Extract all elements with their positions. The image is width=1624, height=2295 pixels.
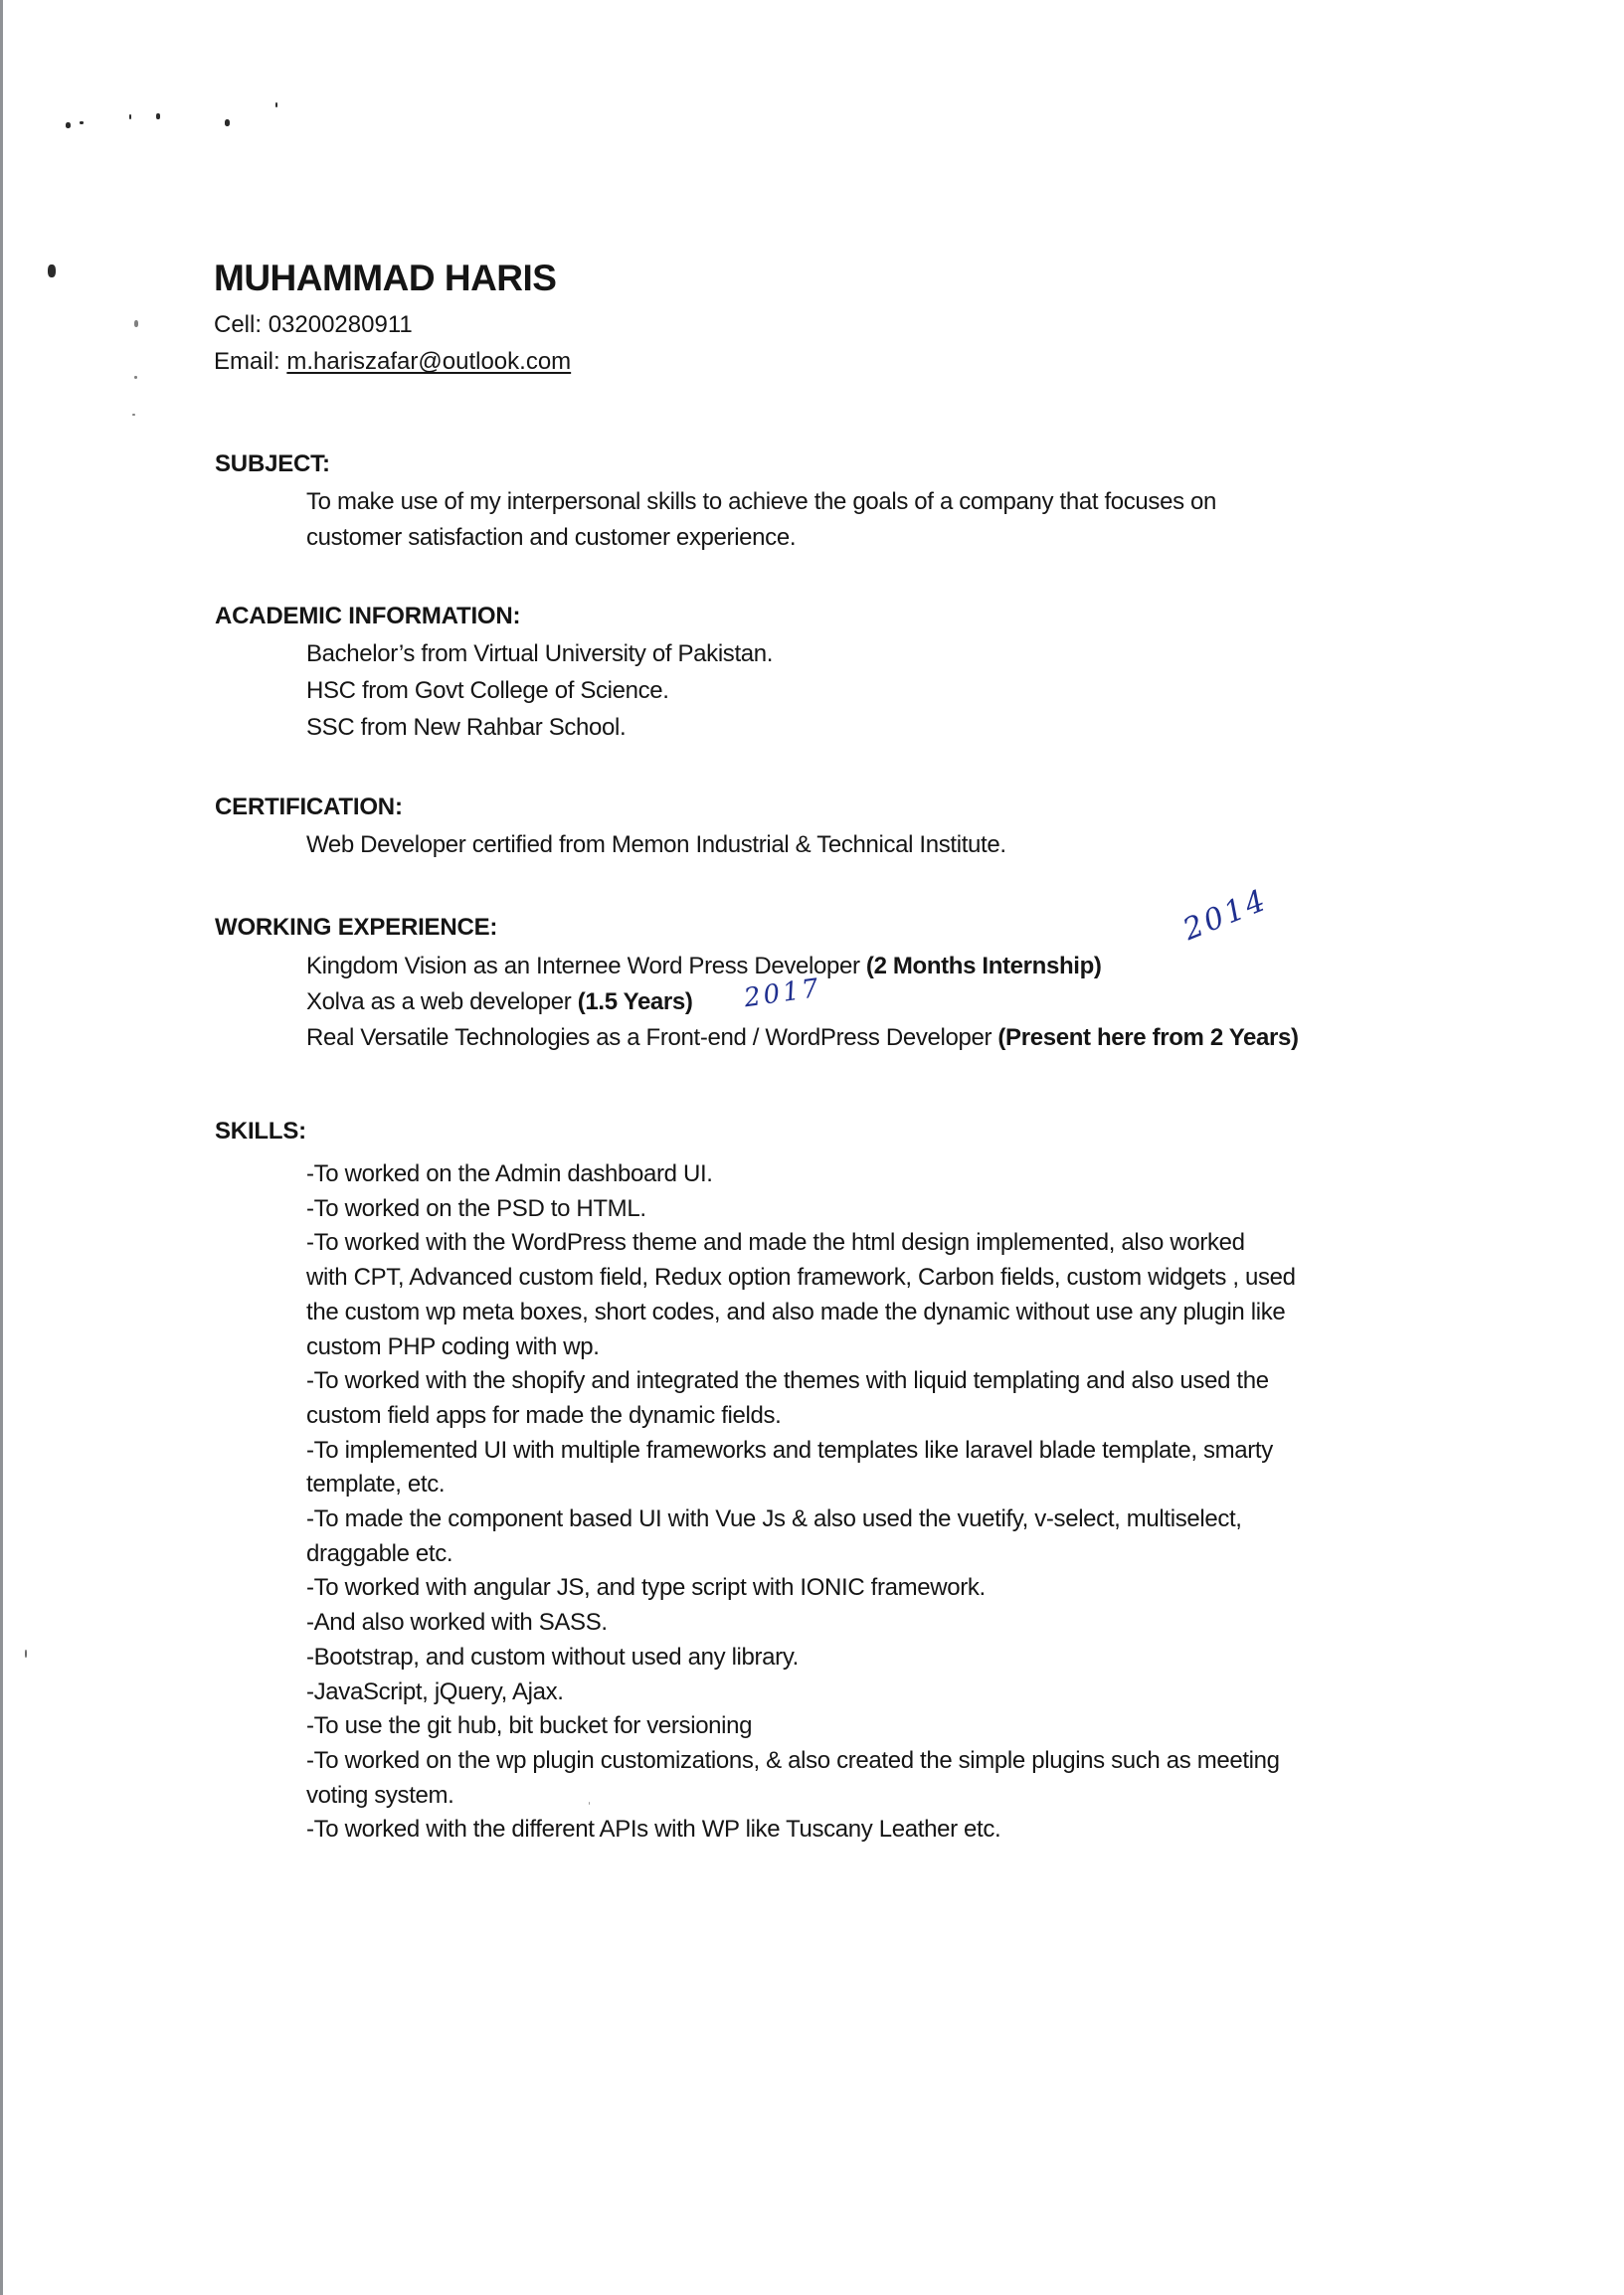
skill-line: template, etc. [306, 1471, 446, 1499]
cell-line [214, 310, 413, 340]
scan-speck [129, 114, 131, 119]
skill-line: -JavaScript, jQuery, Ajax. [306, 1677, 564, 1705]
handwritten-year-note: 2017 [742, 972, 823, 1014]
scan-speck [25, 1650, 27, 1658]
skill-line: -To use the git hub, bit bucket for versioning [306, 1712, 753, 1740]
skill-line: custom PHP coding with wp. [306, 1332, 600, 1360]
scan-speck [134, 320, 138, 327]
experience-role: Kingdom Vision as an Internee Word Press Developer [306, 953, 866, 979]
experience-role: Xolva as a web developer [306, 988, 578, 1015]
certification-item: Web Developer certified from Memon Industrial & Technical Institute. [306, 831, 1006, 858]
academic-item: HSC from Govt College of Science. [306, 677, 669, 704]
skill-line: custom field apps for made the dynamic fields. [306, 1401, 782, 1429]
cell-label: Cell: [214, 311, 263, 338]
scan-speck [132, 414, 135, 416]
skill-line: -To worked on the PSD to HTML. [306, 1194, 646, 1222]
skill-line: draggable etc. [306, 1539, 453, 1567]
cell-number: 03200280911 [268, 311, 413, 338]
experience-role: Real Versatile Technologies as a Front-end / WordPress Developer [306, 1024, 998, 1051]
scan-speck [225, 119, 230, 126]
skill-line: -To worked on the wp plugin customizations, & also created the simple plugins such as meeting [306, 1746, 1280, 1774]
academic-item: SSC from New Rahbar School. [306, 714, 627, 741]
skill-line: -To worked on the Admin dashboard UI. [306, 1160, 713, 1187]
academic-item: Bachelor’s from Virtual University of Pakistan. [306, 640, 774, 667]
email-line [214, 347, 571, 377]
skill-line: -To worked with angular JS, and type script with IONIC framework. [306, 1574, 986, 1602]
scan-speck [48, 265, 56, 277]
email-label: Email: [214, 348, 280, 375]
experience-heading: WORKING EXPERIENCE: [215, 914, 498, 941]
skill-line: -Bootstrap, and custom without used any library. [306, 1643, 800, 1671]
skill-line: -To made the component based UI with Vue Js & also used the vuetify, v-select, multiselect, [306, 1505, 1242, 1532]
skills-heading: SKILLS: [215, 1118, 306, 1145]
scan-speck [80, 121, 84, 124]
skill-line: with CPT, Advanced custom field, Redux option framework, Carbon fields, custom widgets , used [306, 1264, 1296, 1292]
scan-speck [589, 1802, 590, 1805]
experience-item [306, 987, 693, 1017]
skill-line: -And also worked with SASS. [306, 1609, 608, 1637]
subject-line: customer satisfaction and customer experience. [306, 524, 797, 551]
experience-duration: (1.5 Years) [577, 988, 693, 1015]
experience-item [306, 952, 1102, 981]
skill-line: the custom wp meta boxes, short codes, and also made the dynamic without use any plugin like [306, 1298, 1286, 1325]
scan-speck [275, 102, 277, 107]
email-link[interactable]: m.hariszafar@outlook.com [286, 348, 572, 375]
experience-duration: (Present here from 2 Years) [997, 1024, 1299, 1051]
skill-line: -To worked with the WordPress theme and made the html design implemented, also worked [306, 1229, 1245, 1257]
candidate-name: MUHAMMAD HARIS [214, 258, 557, 298]
academic-heading: ACADEMIC INFORMATION: [215, 603, 521, 629]
scan-speck [66, 122, 71, 128]
scan-speck [134, 376, 137, 379]
scan-edge-artifact [0, 0, 3, 2295]
skill-line: -To worked with the different APIs with WP like Tuscany Leather etc. [306, 1816, 1001, 1844]
scan-speck [156, 113, 160, 119]
experience-duration: (2 Months Internship) [865, 953, 1102, 979]
subject-line: To make use of my interpersonal skills to achieve the goals of a company that focuses on [306, 488, 1217, 515]
experience-item [306, 1023, 1299, 1053]
certification-heading: CERTIFICATION: [215, 794, 403, 820]
subject-heading: SUBJECT: [215, 450, 330, 477]
skill-line: -To worked with the shopify and integrated the themes with liquid templating and also used the [306, 1367, 1269, 1395]
handwritten-year-note: 2014 [1177, 882, 1273, 948]
skill-line: -To implemented UI with multiple frameworks and templates like laravel blade template, smarty [306, 1436, 1273, 1464]
skill-line: voting system. [306, 1781, 454, 1809]
